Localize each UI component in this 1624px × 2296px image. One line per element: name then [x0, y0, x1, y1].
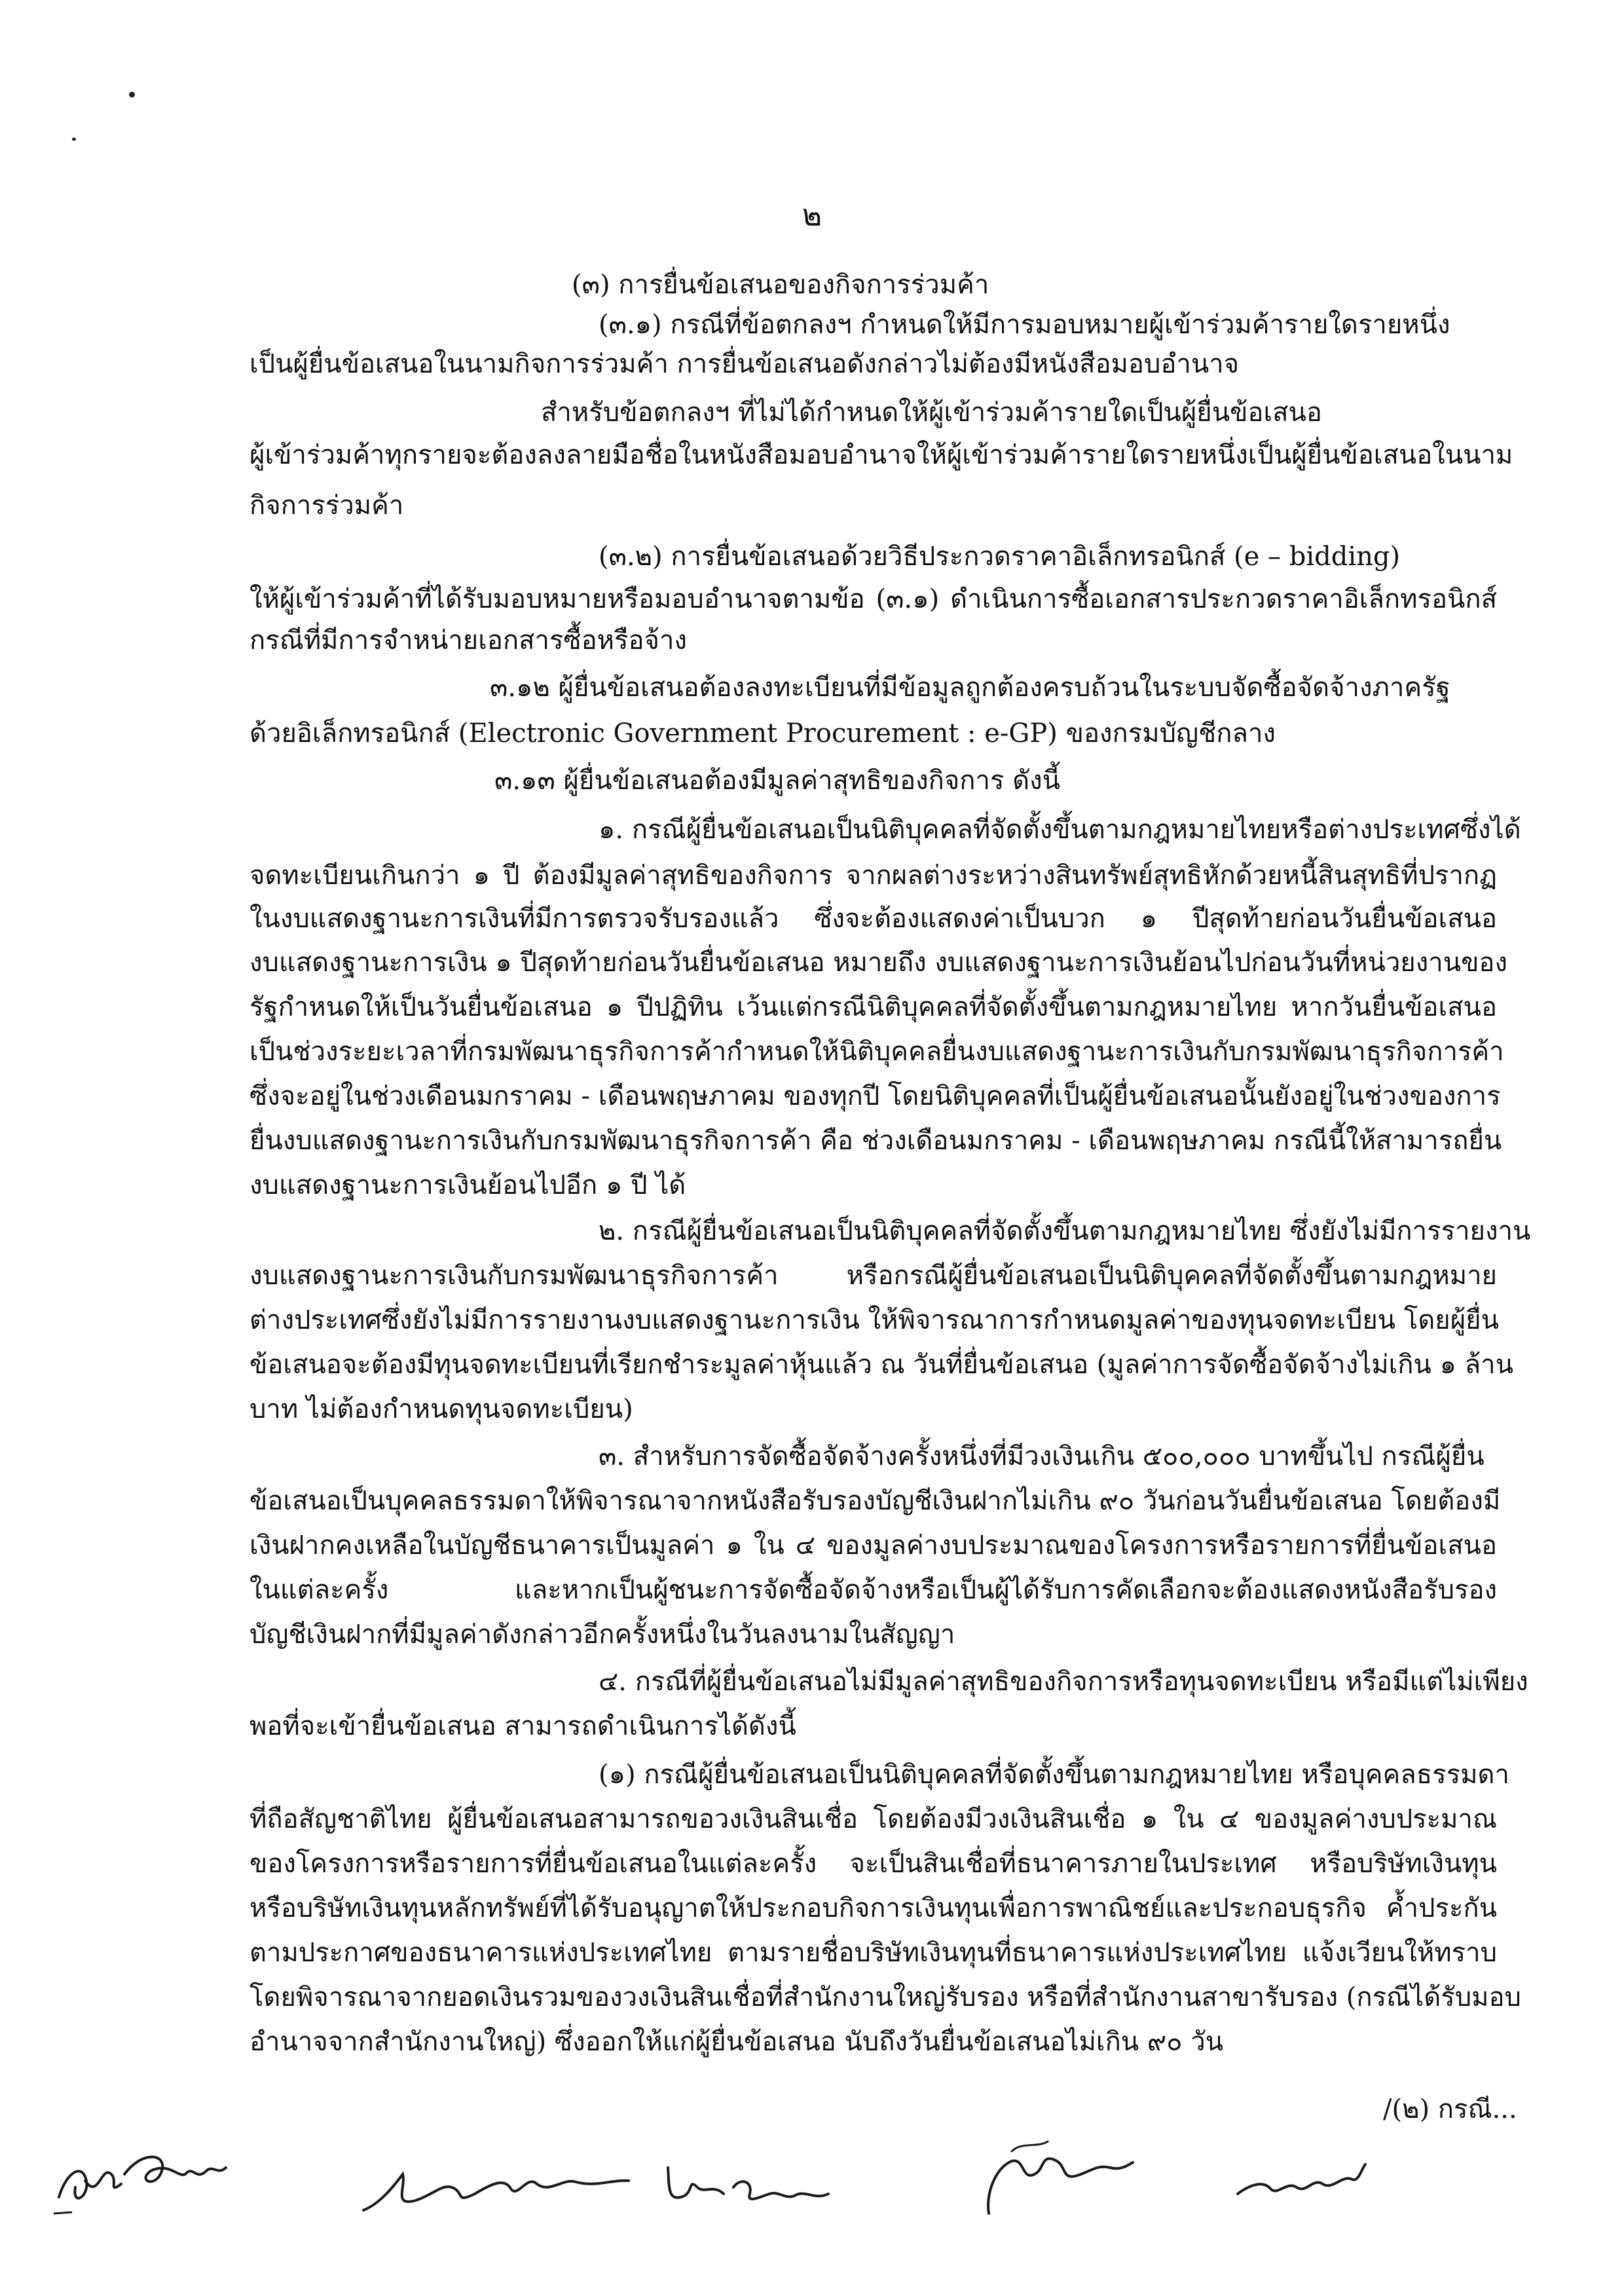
text-line: งบแสดงฐานะการเงิน ๑ ปีสุดท้ายก่อนวันยื่นข้อเสนอ หมายถึง งบแสดงฐานะการเงินย้อนไปก่อนวันที่หน่วยงานของ: [249, 948, 1507, 978]
text-line: เงินฝากคงเหลือในบัญชีธนาคารเป็นมูลค่า ๑ ใน ๔ ของมูลค่างบประมาณของโครงการหรือรายการที่ยื่นข้อเสนอ: [249, 1530, 1497, 1561]
scan-mark: [72, 138, 76, 141]
text-line: เป็นช่วงระยะเวลาที่กรมพัฒนาธุรกิจการค้ากำหนดให้นิติบุคคลยื่นงบแสดงฐานะการเงินกับกรมพัฒนาธุรกิจการค้า: [249, 1037, 1504, 1067]
text-line: งบแสดงฐานะการเงินกับกรมพัฒนาธุรกิจการค้า หรือกรณีผู้ยื่นข้อเสนอเป็นนิติบุคคลที่จัดตั้งขึ้นตามกฎหมาย: [249, 1261, 1497, 1291]
text-line: ข้อเสนอเป็นบุคคลธรรมดาให้พิจารณาจากหนังสือรับรองบัญชีเงินฝากไม่เกิน ๙๐ วันก่อนวันยื่นข้อเสนอ โดยต้องมี: [249, 1486, 1501, 1516]
text-line: บาท ไม่ต้องกำหนดทุนจดทะเบียน): [249, 1394, 633, 1424]
text-line: กรณีที่มีการจำหน่ายเอกสารซื้อหรือจ้าง: [249, 625, 687, 656]
text-line: ในแต่ละครั้ง และหากเป็นผู้ชนะการจัดซื้อจัดจ้างหรือเป็นผู้ได้รับการคัดเลือกจะต้องแสดงหนังสือรับรอง: [249, 1575, 1497, 1605]
text-line: ๑. กรณีผู้ยื่นข้อเสนอเป็นนิติบุคคลที่จัดตั้งขึ้นตามกฎหมายไทยหรือต่างประเทศซึ่งได้: [599, 815, 1521, 845]
text-line: ยื่นงบแสดงฐานะการเงินกับกรมพัฒนาธุรกิจการค้า คือ ช่วงเดือนมกราคม - เดือนพฤษภาคม กรณีนี้ให้สามารถยื่น: [249, 1126, 1502, 1156]
text-line: ในงบแสดงฐานะการเงินที่มีการตรวจรับรองแล้ว ซึ่งจะต้องแสดงค่าเป็นบวก ๑ ปีสุดท้ายก่อนวันยื่นข้อเสนอ: [249, 904, 1497, 934]
text-line: หรือบริษัทเงินทุนหลักทรัพย์ที่ได้รับอนุญาตให้ประกอบกิจการเงินทุนเพื่อการพาณิชย์และประกอบธุรกิจ ค้ำประกัน: [249, 1893, 1497, 1923]
text-line: ต่างประเทศซึ่งยังไม่มีการรายงานงบแสดงฐานะการเงิน ให้พิจารณาการกำหนดมูลค่าของทุนจดทะเบียน โดยผู้ยื่น: [249, 1305, 1499, 1335]
text-line: จดทะเบียนเกินกว่า ๑ ปี ต้องมีมูลค่าสุทธิของกิจการ จากผลต่างระหว่างสินทรัพย์สุทธิหักด้วยหนี้สินสุทธิที่ปรากฏ: [249, 861, 1497, 891]
page-number: ๒: [802, 197, 822, 232]
text-line: ด้วยอิเล็กทรอนิกส์ (Electronic Government Procurement : e-GP) ของกรมบัญชีกลาง: [249, 718, 1276, 749]
text-line: งบแสดงฐานะการเงินย้อนไปอีก ๑ ปี ได้: [249, 1170, 686, 1200]
text-line: บัญชีเงินฝากที่มีมูลค่าดังกล่าวอีกครั้งหนึ่งในวันลงนามในสัญญา: [249, 1620, 955, 1650]
text-line: (๓.๑) กรณีที่ข้อตกลงฯ กำหนดให้มีการมอบหมายผู้เข้าร่วมค้ารายใดรายหนึ่ง: [599, 310, 1450, 340]
signature-5: [1231, 2148, 1375, 2213]
text-line: กิจการร่วมค้า: [249, 491, 404, 521]
scan-mark: [129, 92, 135, 98]
text-line: ๓.๑๒ ผู้ยื่นข้อเสนอต้องลงทะเบียนที่มีข้อมูลถูกต้องครบถ้วนในระบบจัดซื้อจัดจ้างภาครัฐ: [490, 673, 1450, 703]
text-line: โดยพิจารณาจากยอดเงินรวมของวงเงินสินเชื่อที่สำนักงานใหญ่รับรอง หรือที่สำนักงานสาขารับรอง (กรณีได้รับมอบ: [249, 1982, 1521, 2012]
text-line: ตามประกาศของธนาคารแห่งประเทศไทย ตามรายชื่อบริษัทเงินทุนที่ธนาคารแห่งประเทศไทย แจ้งเวียนให้ทราบ: [249, 1938, 1497, 1968]
text-line: ๓.๑๓ ผู้ยื่นข้อเสนอต้องมีมูลค่าสุทธิของกิจการ ดังนี้: [494, 766, 1061, 796]
continuation-note: /(๒) กรณี...: [1383, 2094, 1517, 2124]
signature-3: [661, 2148, 845, 2220]
text-line: ๒. กรณีผู้ยื่นข้อเสนอเป็นนิติบุคคลที่จัดตั้งขึ้นตามกฎหมายไทย ซึ่งยังไม่มีการรายงาน: [599, 1216, 1531, 1246]
text-line: รัฐกำหนดให้เป็นวันยื่นข้อเสนอ ๑ ปีปฏิทิน เว้นแต่กรณีนิติบุคคลที่จัดตั้งขึ้นตามกฎหมายไทย หากวันยื่นข้อเสนอ: [249, 992, 1497, 1022]
text-line: ที่ถือสัญชาติไทย ผู้ยื่นข้อเสนอสามารถขอวงเงินสินเชื่อ โดยต้องมีวงเงินสินเชื่อ ๑ ใน ๔ ของมูลค่างบประมาณ: [249, 1804, 1497, 1834]
text-line: ให้ผู้เข้าร่วมค้าที่ได้รับมอบหมายหรือมอบอำนาจตามข้อ (๓.๑) ดำเนินการซื้อเอกสารประกวดราคาอิเล็กทรอนิกส์: [249, 584, 1497, 614]
text-line: เป็นผู้ยื่นข้อเสนอในนามกิจการร่วมค้า การยื่นข้อเสนอดังกล่าวไม่ต้องมีหนังสือมอบอำนาจ: [249, 349, 1240, 379]
text-line: อำนาจจากสำนักงานใหญ่) ซึ่งออกให้แก่ผู้ยื่นข้อเสนอ นับถึงวันยื่นข้อเสนอไม่เกิน ๙๐ วัน: [249, 2027, 1224, 2057]
text-line: ๔. กรณีที่ผู้ยื่นข้อเสนอไม่มีมูลค่าสุทธิของกิจการหรือทุนจดทะเบียน หรือมีแต่ไม่เพียง: [599, 1667, 1528, 1697]
text-line: (๓.๒) การยื่นข้อเสนอด้วยวิธีประกวดราคาอิเล็กทรอนิกส์ (e – bidding): [599, 542, 1401, 572]
text-line: ข้อเสนอจะต้องมีทุนจดทะเบียนที่เรียกชำระมูลค่าหุ้นแล้ว ณ วันที่ยื่นข้อเสนอ (มูลค่าการจัดซื้อจัดจ้างไม่เกิน ๑ ล้าน: [249, 1350, 1513, 1380]
signature-4: [976, 2128, 1146, 2227]
signature-1: [46, 2135, 242, 2220]
section-heading: (๓) การยื่นข้อเสนอของกิจการร่วมค้า: [572, 270, 989, 300]
text-line: สำหรับข้อตกลงฯ ที่ไม่ได้กำหนดให้ผู้เข้าร่วมค้ารายใดเป็นผู้ยื่นข้อเสนอ: [541, 398, 1322, 428]
text-line: (๑) กรณีผู้ยื่นข้อเสนอเป็นนิติบุคคลที่จัดตั้งขึ้นตามกฎหมายไทย หรือบุคคลธรรมดา: [599, 1760, 1509, 1790]
text-line: ของโครงการหรือรายการที่ยื่นข้อเสนอในแต่ละครั้ง จะเป็นสินเชื่อที่ธนาคารภายในประเทศ หรือบริษัทเงินทุน: [249, 1849, 1497, 1879]
signature-2: [354, 2148, 642, 2227]
text-line: ซึ่งจะอยู่ในช่วงเดือนมกราคม - เดือนพฤษภาคม ของทุกปี โดยนิติบุคคลที่เป็นผู้ยื่นข้อเสนอนั้นยังอยู่ในช่วงของการ: [249, 1081, 1501, 1111]
text-line: ๓. สำหรับการจัดซื้อจัดจ้างครั้งหนึ่งที่มีวงเงินเกิน ๕๐๐,๐๐๐ บาทขึ้นไป กรณีผู้ยื่น: [599, 1441, 1485, 1472]
text-line: พอที่จะเข้ายื่นข้อเสนอ สามารถดำเนินการได้ดังนี้: [249, 1711, 796, 1741]
text-line: ผู้เข้าร่วมค้าทุกรายจะต้องลงลายมือชื่อในหนังสือมอบอำนาจให้ผู้เข้าร่วมค้ารายใดรายหนึ่งเป็นผู้ยื่นข้อเสนอในนาม: [249, 440, 1513, 470]
